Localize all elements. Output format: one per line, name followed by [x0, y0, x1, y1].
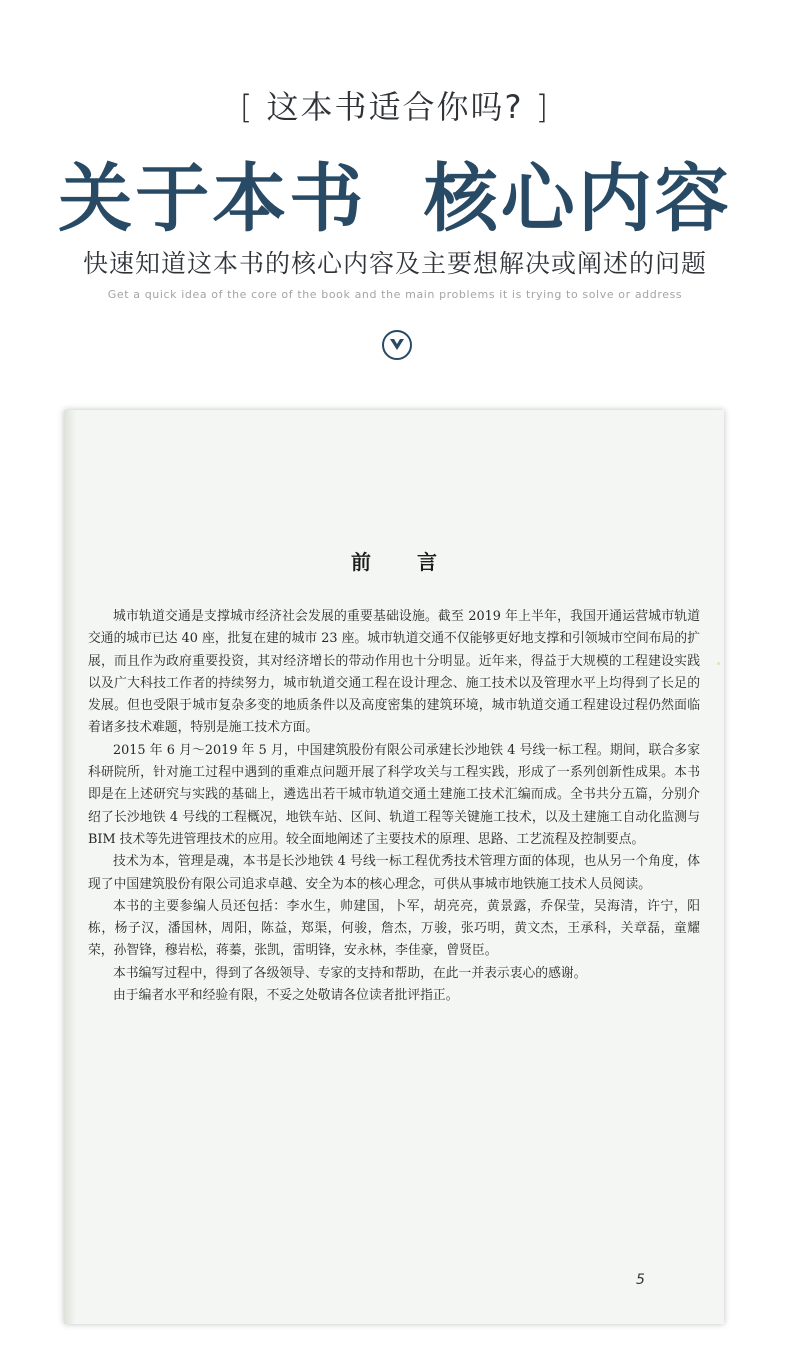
chevron-down-circle-icon — [382, 330, 412, 360]
kicker-line — [0, 82, 790, 128]
section-subtitle: 快速知道这本书的核心内容及主要想解决或阐述的问题 — [82, 249, 707, 278]
preface-paragraph: 城市轨道交通是支撑城市经济社会发展的重要基础设施。截至 2019 年上半年，我国开通运营城市轨道交通的城市已达 40 座，批复在建的城市 23 座。城市轨道交通不仅能够更好地支撑和引领城市空间布局的扩展，而且作为政府重要投资，其对经济增长的带动作用也十分明显。近年来，得益于大规模的工程建设实践以及广大科技工作者的持续努力，城市轨道交通工程在设计理念、施工技术以及管理水平上均得到了长足的发展。但也受限于城市复杂多变的地质条件以及高度密集的建筑环境，城市轨道交通工程建设过程仍然面临着诸多技术难题，特别是施工技术方面。 — [88, 609, 700, 736]
preface-paragraph: 本书的主要参编人员还包括：李水生，帅建国，卜军，胡亮亮，黄景露，乔保莹，吴海清，许宁，阳栋，杨子汉，潘国林，周阳，陈益，郑渠，何骏，詹杰，万骏，张巧明，黄文杰，王承科，关章磊，童耀荣，孙智锋，穆岩松，蒋蓁，张凯，雷明锋，安永林，李佳豪，曾贤臣。 — [88, 898, 700, 959]
chevron-down-icon — [389, 338, 405, 352]
left-bracket: [ — [239, 88, 255, 126]
book-page-scan — [64, 410, 724, 1324]
preface-paragraph: 技术为本，管理是魂，本书是长沙地铁 4 号线一标工程优秀技术管理方面的体现，也从另一个角度，体现了中国建筑股份有限公司追求卓越、安全为本的核心理念，可供从事城市地铁施工技术人员阅读。 — [88, 854, 700, 892]
promo-header — [0, 0, 790, 400]
preface-paragraph: 2015 年 6 月～2019 年 5 月，中国建筑股份有限公司承建长沙地铁 4 号线一标工程。期间，联合多家科研院所，针对施工过程中遇到的重难点问题开展了科学攻关与工程实践，形成了一系列创新性成果。本书即是在上述研究与实践的基础上，遴选出若干城市轨道交通土建施工技术汇编而成。全书共分五篇，分别介绍了长沙地铁 4 号线的工程概况，地铁车站、区间、轨道工程等关键施工技术，以及土建施工自动化监测与 BIM 技术等先进管理技术的应用。较全面地阐述了主要技术的原理、思路、工艺流程及控制要点。 — [88, 742, 700, 847]
preface-paragraph: 由于编者水平和经验有限，不妥之处敬请各位读者批评指正。 — [113, 988, 459, 1004]
english-caption: Get a quick idea of the core of the book and the main problems it is trying to solve or address — [107, 288, 683, 301]
preface-heading: 前言 — [351, 550, 483, 574]
preface-body — [88, 606, 700, 1007]
right-bracket: ] — [535, 88, 551, 126]
page-number: 5 — [636, 1272, 645, 1288]
paper-speck — [717, 662, 720, 665]
section-title: 关于本书 核心内容 — [58, 156, 732, 242]
kicker-text: 这本书适合你吗? — [266, 88, 524, 126]
preface-paragraph: 本书编写过程中，得到了各级领导、专家的支持和帮助，在此一并表示衷心的感谢。 — [113, 965, 587, 981]
